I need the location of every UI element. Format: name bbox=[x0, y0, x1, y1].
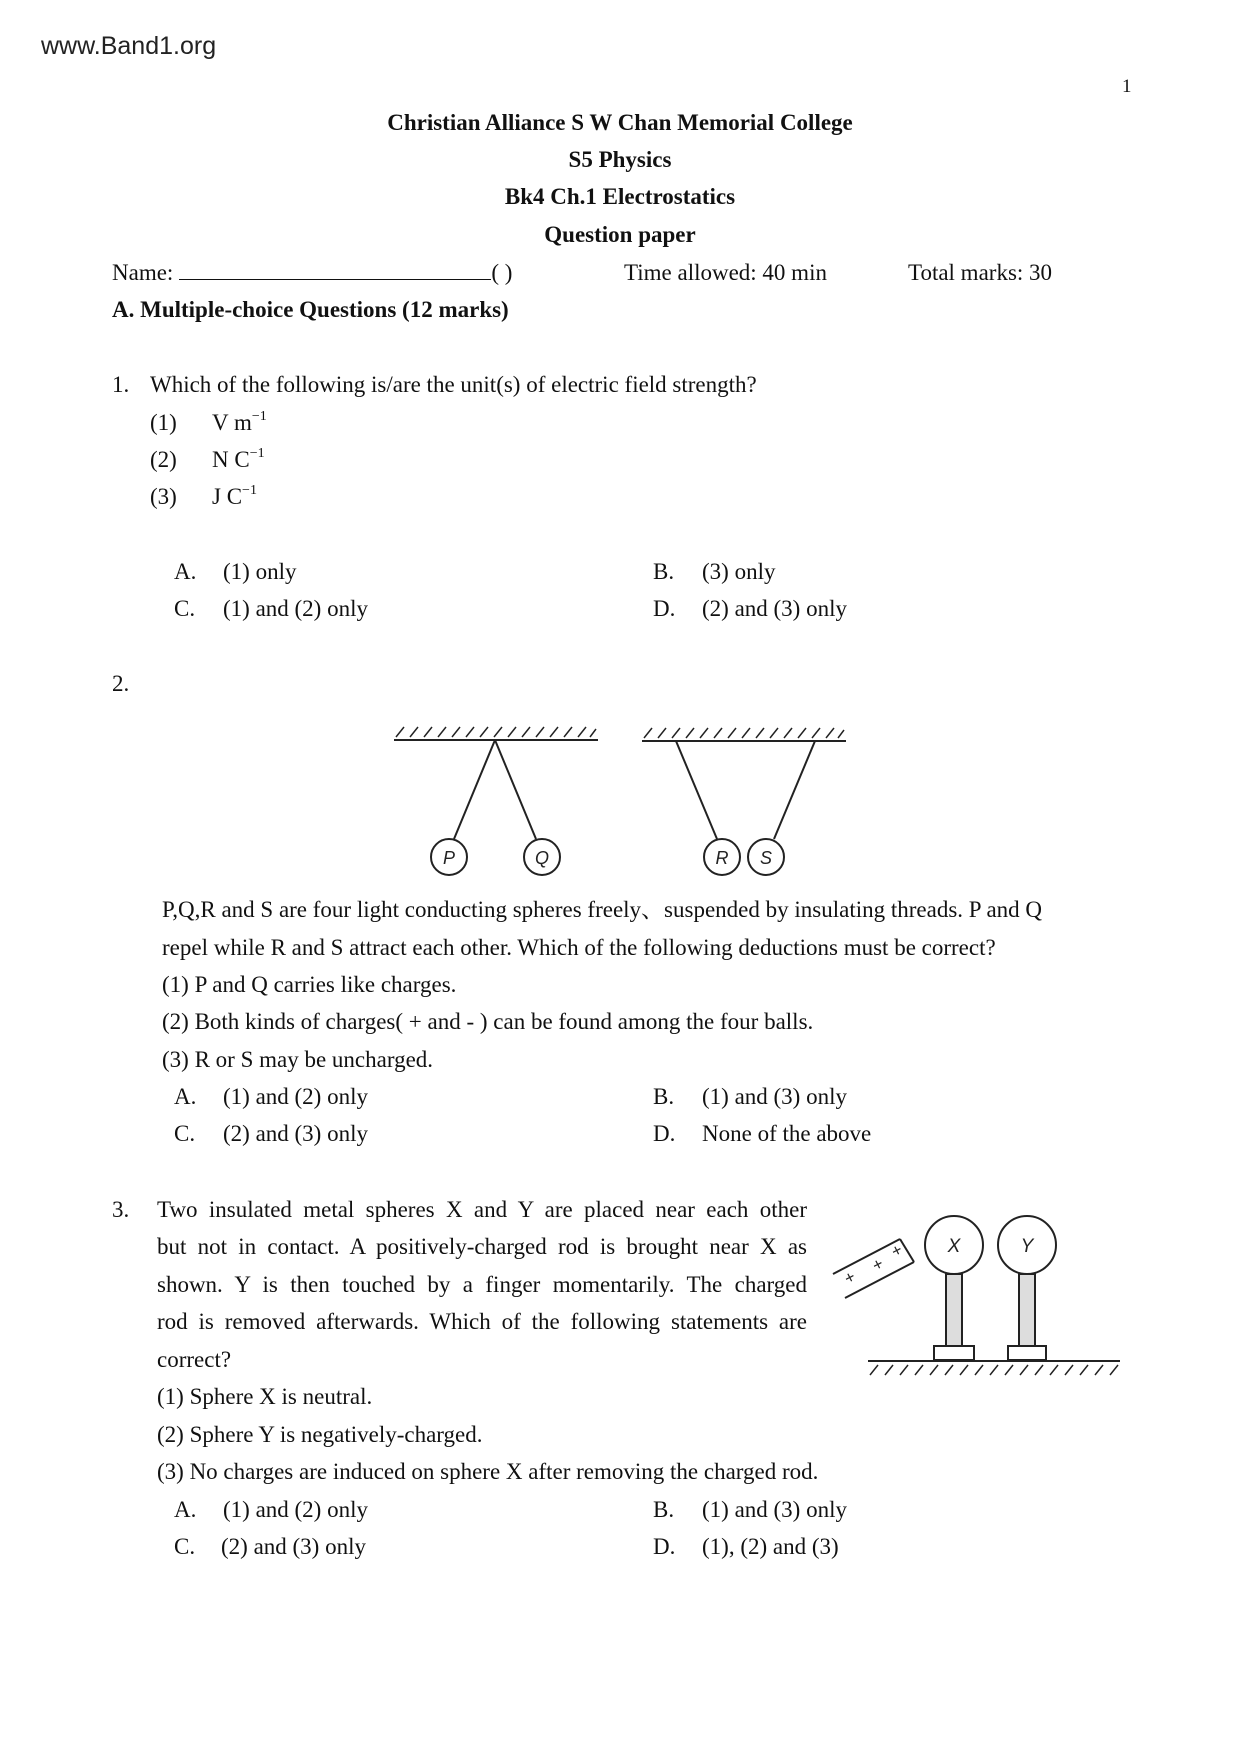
name-label: Name: bbox=[112, 260, 174, 285]
q1-option-c[interactable]: (1) and (2) only bbox=[223, 596, 368, 621]
q1-option-b-letter: B. bbox=[653, 559, 675, 584]
school-name: Christian Alliance S W Chan Memorial College bbox=[387, 110, 853, 135]
time-allowed: Time allowed: 40 min bbox=[624, 260, 827, 285]
q1-statement-2-number: (2) bbox=[150, 447, 177, 472]
q2-option-a[interactable]: (1) and (2) only bbox=[223, 1084, 368, 1109]
q1-option-a-letter: A. bbox=[174, 559, 197, 584]
watermark[interactable]: www.Band1.org bbox=[41, 32, 217, 60]
page-number: 1 bbox=[1122, 76, 1132, 97]
subject-title: S5 Physics bbox=[568, 147, 672, 172]
q2-statement-3: (3) R or S may be uncharged. bbox=[162, 1047, 434, 1072]
q3-statement-2: (2) Sphere Y is negatively-charged. bbox=[157, 1422, 483, 1447]
q1-option-c-letter: C. bbox=[174, 596, 196, 621]
rod-charge-1: + bbox=[841, 1266, 859, 1289]
sphere-p-label: P bbox=[442, 848, 456, 868]
q3-option-c[interactable]: (2) and (3) only bbox=[221, 1534, 366, 1559]
q2-stem-line-1: P,Q,R and S are four light conducting spheres freely、suspended by insulating threads. P and Q bbox=[162, 897, 1043, 922]
class-number-brackets: ( ) bbox=[491, 260, 513, 285]
q3-stem-line-5: correct? bbox=[157, 1347, 232, 1372]
total-marks: Total marks: 30 bbox=[908, 260, 1053, 285]
q3-number: 3. bbox=[112, 1197, 130, 1222]
rod-charge-2: + bbox=[869, 1253, 887, 1276]
q1-option-d-letter: D. bbox=[653, 596, 676, 621]
q3-stem-line-1: Two insulated metal spheres X and Y are placed near each other bbox=[157, 1197, 807, 1222]
sphere-y-label: Y bbox=[1020, 1236, 1034, 1257]
sphere-q-label: Q bbox=[534, 848, 550, 868]
sphere-r-label: R bbox=[715, 848, 729, 868]
q1-statement-1: V $m^{-1}$ bbox=[212, 409, 267, 435]
q2-option-a-letter: A. bbox=[174, 1084, 197, 1109]
q1-option-a[interactable]: (1) only bbox=[223, 559, 297, 584]
chapter-title: Bk4 Ch.1 Electrostatics bbox=[504, 184, 736, 209]
q2-number: 2. bbox=[112, 671, 130, 696]
q3-option-c-letter: C. bbox=[174, 1534, 196, 1559]
name-row bbox=[112, 258, 512, 288]
q2-option-b-letter: B. bbox=[653, 1084, 675, 1109]
q1-option-b[interactable]: (3) only bbox=[702, 559, 776, 584]
q3-statement-3: (3) No charges are induced on sphere X after removing the charged rod. bbox=[157, 1459, 819, 1484]
q3-option-b-letter: B. bbox=[653, 1497, 675, 1522]
q2-statement-1: (1) P and Q carries like charges. bbox=[162, 972, 457, 997]
section-a-title: A. Multiple-choice Questions (12 marks) bbox=[112, 297, 509, 322]
q1-statement-2: N $C^{-1}$ bbox=[212, 446, 265, 472]
q3-option-b[interactable]: (1) and (3) only bbox=[702, 1497, 847, 1522]
q1-stem: Which of the following is/are the unit(s) of electric field strength? bbox=[150, 372, 757, 397]
q1-statement-3: J $C^{-1}$ bbox=[212, 483, 257, 509]
q2-statement-2: (2) Both kinds of charges( + and - ) can be found among the four balls. bbox=[162, 1009, 814, 1034]
q2-stem-line-2: repel while R and S attract each other. Which of the following deductions must be correct? bbox=[162, 935, 996, 960]
q2-option-c-letter: C. bbox=[174, 1121, 196, 1146]
q3-spheres-diagram bbox=[830, 1190, 1140, 1390]
q3-option-d[interactable]: (1), (2) and (3) bbox=[702, 1534, 839, 1559]
q2-option-b[interactable]: (1) and (3) only bbox=[702, 1084, 847, 1109]
sphere-x-label: X bbox=[947, 1236, 961, 1257]
name-blank-line[interactable] bbox=[179, 259, 491, 280]
q3-stem-line-4: rod is removed afterwards. Which of the following statements are bbox=[157, 1309, 807, 1334]
q3-stem-line-3: shown. Y is then touched by a finger momentarily. The charged bbox=[157, 1272, 807, 1297]
q1-statement-1-number: (1) bbox=[150, 410, 177, 435]
q2-option-d[interactable]: None of the above bbox=[702, 1121, 872, 1146]
q1-option-d[interactable]: (2) and (3) only bbox=[702, 596, 847, 621]
q3-stem-line-2: but not in contact. A positively-charged rod is brought near X as bbox=[157, 1234, 807, 1259]
paper-type: Question paper bbox=[544, 222, 696, 247]
sphere-s-label: S bbox=[759, 848, 773, 868]
q1-statement-3-number: (3) bbox=[150, 484, 177, 509]
q2-pendulum-diagram bbox=[380, 700, 860, 900]
q3-option-d-letter: D. bbox=[653, 1534, 676, 1559]
q3-statement-1: (1) Sphere X is neutral. bbox=[157, 1384, 373, 1409]
q2-option-c[interactable]: (2) and (3) only bbox=[223, 1121, 368, 1146]
rod-charge-3: + bbox=[888, 1239, 906, 1262]
q2-option-d-letter: D. bbox=[653, 1121, 676, 1146]
q1-number: 1. bbox=[112, 372, 130, 397]
q3-option-a[interactable]: (1) and (2) only bbox=[223, 1497, 368, 1522]
q3-option-a-letter: A. bbox=[174, 1497, 197, 1522]
